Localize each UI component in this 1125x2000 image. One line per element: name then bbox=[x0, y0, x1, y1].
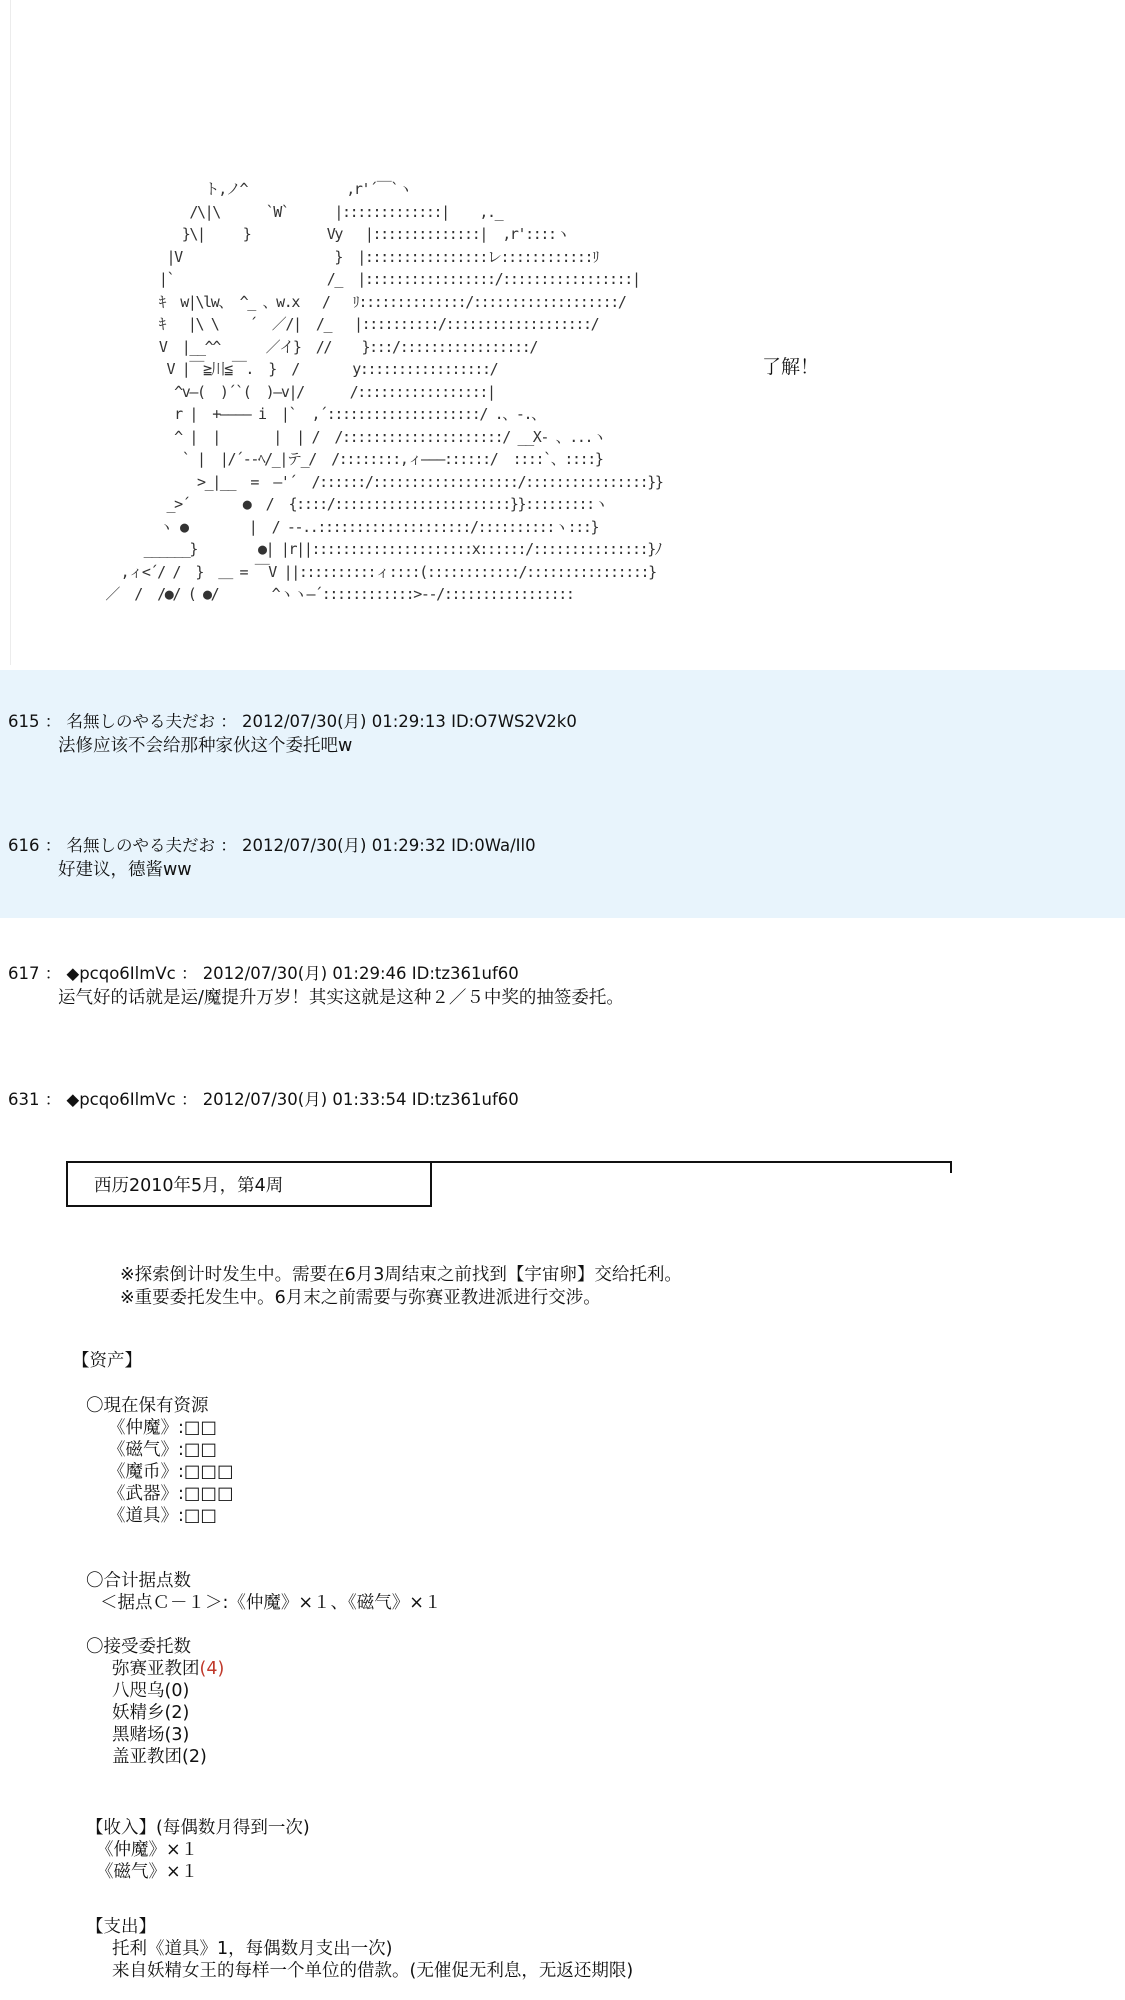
ascii-art: ト,ノ^ ,r'´￣`ヽ /\|\ `W` |:::::::::::::| ,._ }\| } Vy |::::::::::::::| ,r'::::ヽ |V } |::::::::::::::::レ::::::::::::ﾘ |` /_ |:::::::::::::::::/:::::::::::::::::| ｷ w|\lw、 ^_ 、w.x / ﾘ::::::::::::::/:::::::::::::::::::/ ｷ |\ \ ´ ／/| /_ |::::::::::/:::::::::::::::::::/ V |__^^ ／イ} // }:::/:::::::::::::::::/ V |￣≧川≦￣. } / y:::::::::::::::::/ ^v―( )´`( )―v|/ /:::::::::::::::::| r | +―――― i |` ,´::::::::::::::::::::/ .、-.、 ^ | | | | / /:::::::::::::::::::::/ __X- 、...ヽ ` | |/´--ﾍ/_|テ_/ /::::::::,ィ―――::::::/ ::::`、::::} >_|__ = ―'´ /::::::/:::::::::::::::::::/::::::::::::::::}} _>´ ● / {::::/:::::::::::::::::::::::}}:::::::::ヽ ヽ ● | / ‐-..::::::::::::::::::::/::::::::::ヽ:::} ______} ●| |r||:::::::::::::::::::::x::::::/:::::::::::::::}ﾉ ,ィ<´/ / } ＿ = ￣V ||::::::::::ィ::::(::::::::::::/::::::::::::::::} ／ / /●/ ( ●/ ^ヽヽ―´::::::::::::>-‐/::::::::::::::::: bbox=[105, 180, 663, 603]
request-item bbox=[112, 1746, 207, 1768]
post-id: ID:O7WS2V2k0 bbox=[451, 712, 577, 731]
income-item: 《磁气》×１ bbox=[96, 1862, 199, 1882]
request-item bbox=[112, 1724, 189, 1746]
post-header bbox=[8, 832, 536, 856]
post-header bbox=[8, 1086, 519, 1110]
post-id: ID:0Wa/Il0 bbox=[451, 836, 536, 855]
post-number: 615 bbox=[8, 712, 40, 731]
request-paren: ) bbox=[182, 1703, 190, 1723]
resource-item: 《武器》:□□□ bbox=[108, 1484, 234, 1504]
request-paren: ( bbox=[164, 1681, 172, 1701]
date-box bbox=[66, 1161, 432, 1207]
expense-item: 托利《道具》1，每偶数月支出一次) bbox=[112, 1939, 393, 1959]
request-count: 3 bbox=[171, 1725, 183, 1745]
post-body: 运气好的话就是运/魔提升万岁！其实这就是这种２／５中奖的抽签委托。 bbox=[58, 988, 624, 1008]
post-617 bbox=[0, 918, 1125, 1038]
resources-header: 〇現在保有资源 bbox=[86, 1396, 209, 1416]
post-datetime: 2012/07/30(月) 01:29:13 bbox=[242, 712, 446, 731]
separator: ： bbox=[180, 964, 198, 983]
separator: ： bbox=[44, 712, 62, 731]
income-item: 《仲魔》×１ bbox=[96, 1840, 199, 1860]
post-631 bbox=[0, 1038, 1125, 1109]
assets-header: 【资产】 bbox=[72, 1351, 142, 1371]
request-name: 盖亚教团 bbox=[112, 1747, 182, 1767]
notice-item: ※重要委托发生中。6月末之前需要与弥赛亚教进派进行交涉。 bbox=[120, 1288, 601, 1308]
post-id: ID:tz361uf60 bbox=[411, 1090, 519, 1109]
request-count: 2 bbox=[188, 1747, 200, 1767]
separator: ： bbox=[220, 712, 237, 731]
request-paren: ) bbox=[217, 1659, 225, 1679]
request-paren: ( bbox=[164, 1703, 172, 1723]
post-datetime: 2012/07/30(月) 01:29:32 bbox=[242, 836, 446, 855]
post-datetime: 2012/07/30(月) 01:29:46 bbox=[202, 964, 407, 983]
resource-item: 《仲魔》:□□ bbox=[108, 1418, 217, 1438]
post-number: 616 bbox=[8, 836, 40, 855]
request-paren: ) bbox=[182, 1681, 190, 1701]
post-author: ◆pcqo6IlmVc bbox=[66, 964, 176, 983]
request-name: 妖精乡 bbox=[112, 1703, 165, 1723]
ascii-art-caption: 了解！ bbox=[762, 356, 820, 378]
post-616 bbox=[0, 790, 1125, 918]
resource-item: 《道具》:□□ bbox=[108, 1506, 217, 1526]
request-count: 2 bbox=[171, 1703, 183, 1723]
post-body: 好建议，德酱ww bbox=[58, 860, 192, 880]
request-count: 0 bbox=[171, 1681, 183, 1701]
request-paren: ( bbox=[199, 1659, 207, 1679]
bases-header: 〇合计据点数 bbox=[86, 1571, 191, 1591]
separator: ： bbox=[44, 964, 62, 983]
separator: ： bbox=[180, 1090, 198, 1109]
income-header: 【收入】(每偶数月得到一次) bbox=[86, 1818, 310, 1838]
request-item bbox=[112, 1680, 189, 1702]
resource-item: 《魔币》:□□□ bbox=[108, 1462, 234, 1482]
post-author: 名無しのやる夫だお bbox=[66, 712, 215, 731]
post-header bbox=[8, 960, 519, 984]
post-id: ID:tz361uf60 bbox=[411, 964, 519, 983]
request-count: 4 bbox=[206, 1659, 218, 1679]
expense-header: 【支出】 bbox=[86, 1917, 156, 1937]
request-paren: ( bbox=[182, 1747, 189, 1767]
separator: ： bbox=[220, 836, 237, 855]
post-header bbox=[8, 708, 577, 732]
request-item bbox=[112, 1702, 189, 1724]
resource-item: 《磁气》:□□ bbox=[108, 1440, 217, 1460]
request-name: 弥赛亚教团 bbox=[112, 1659, 200, 1679]
notice-item: ※探索倒计时发生中。需要在6月3周结束之前找到【宇宙卵】交给托利。 bbox=[120, 1265, 682, 1285]
request-name: 黑赌场 bbox=[112, 1725, 165, 1745]
page-left-rule bbox=[10, 0, 11, 665]
date-label: 西历2010年5月，第4周 bbox=[94, 1176, 284, 1196]
separator: ： bbox=[44, 1090, 62, 1109]
request-item bbox=[112, 1658, 224, 1680]
request-paren: ) bbox=[182, 1725, 190, 1745]
requests-header: 〇接受委托数 bbox=[86, 1637, 191, 1657]
request-paren: ( bbox=[164, 1725, 172, 1745]
post-body: 法修应该不会给那种家伙这个委托吧w bbox=[58, 736, 353, 756]
request-name: 八咫乌 bbox=[112, 1681, 165, 1701]
bases-line: ＜据点Ｃ－１＞:《仲魔》×１、《磁气》×１ bbox=[100, 1593, 442, 1613]
post-datetime: 2012/07/30(月) 01:33:54 bbox=[202, 1090, 407, 1109]
request-paren: ) bbox=[199, 1747, 207, 1767]
separator: ： bbox=[44, 836, 62, 855]
expense-item: 来自妖精女王的每样一个单位的借款。(无催促无利息，无返还期限) bbox=[112, 1961, 634, 1981]
post-number: 617 bbox=[8, 964, 40, 983]
post-number: 631 bbox=[8, 1090, 40, 1109]
post-author: ◆pcqo6IlmVc bbox=[66, 1090, 176, 1109]
post-author: 名無しのやる夫だお bbox=[66, 836, 215, 855]
